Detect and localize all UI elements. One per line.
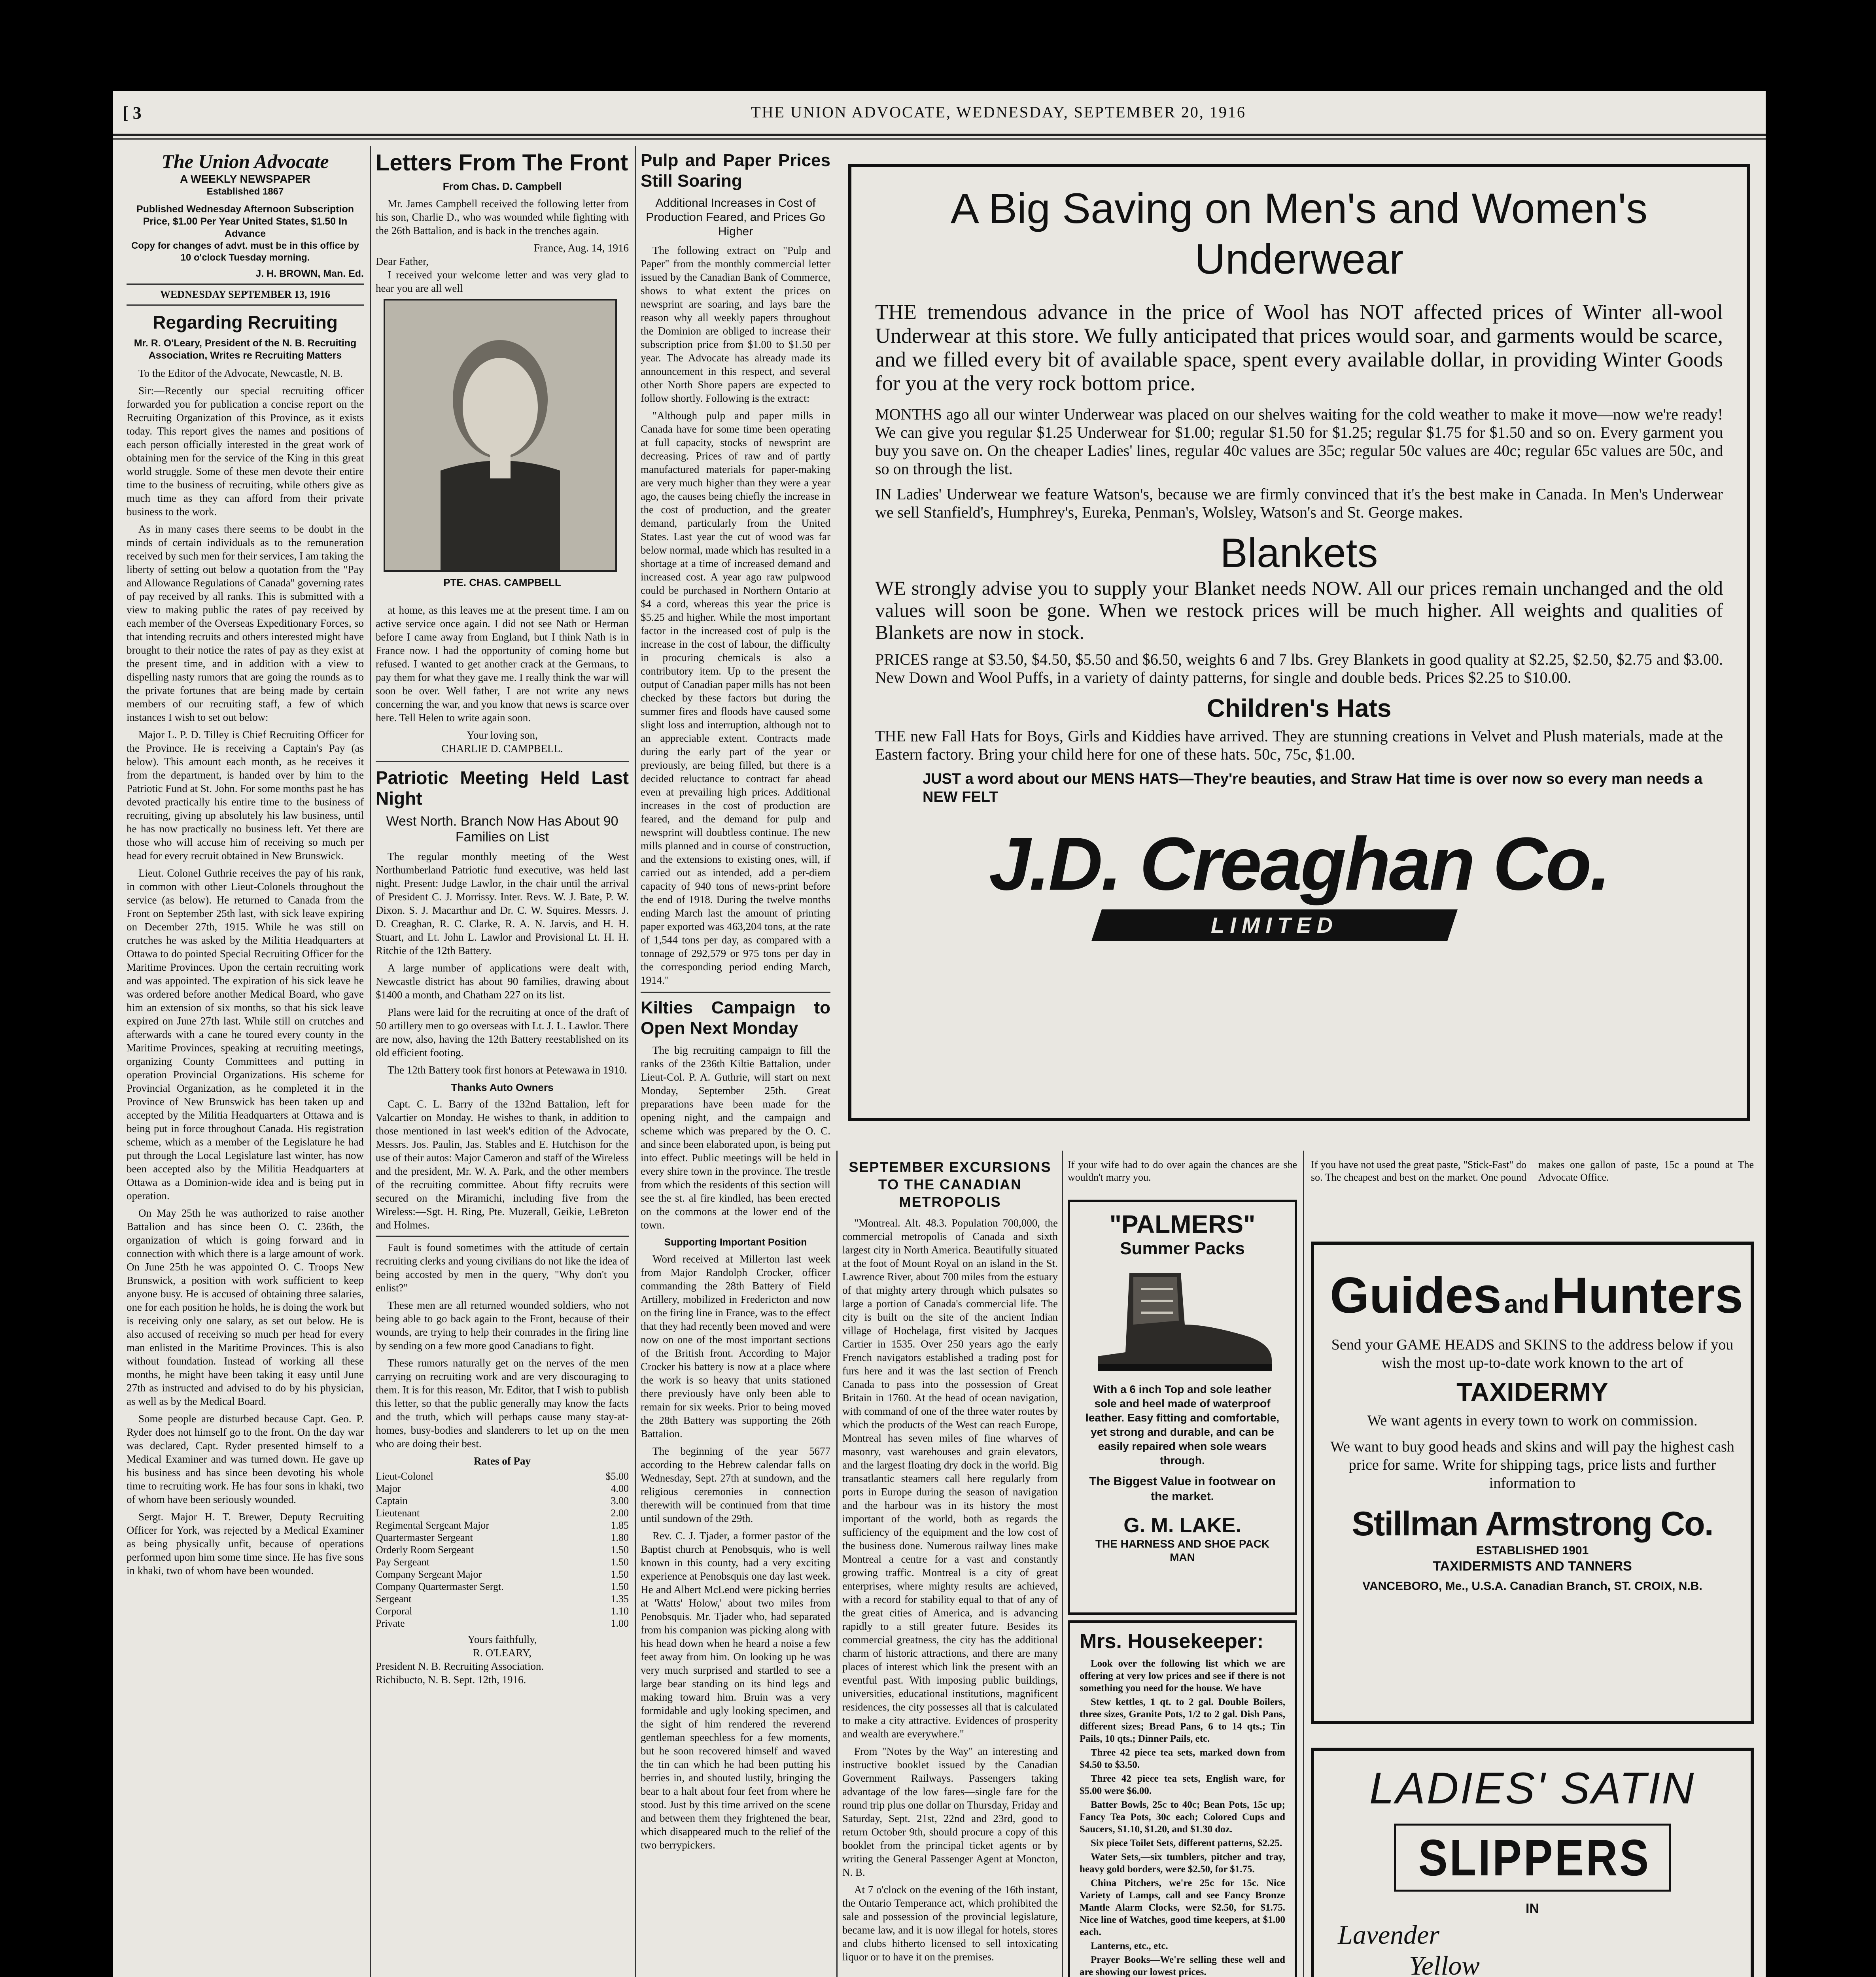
kilties-paragraph: The big recruiting campaign to fill the ranks of the 236th Kiltie Battalion, under Lieut-Col. P. A. Guthrie, will start on next Monday, September 25th. Great preparations have been made for the opening night, and the campaign and scheme which was prepared by the O. C. and since been elaborated upon, is being put into effect. Public meetings will be held in every shire town in the province. The trestle from which the residents of this section will see the st. al fire kindled, has been erected on the commons at the lower end of the town. — [641, 1044, 830, 1231]
column-3 — [641, 150, 830, 1977]
pay-table-title: Rates of Pay — [474, 1455, 531, 1467]
marry-filler: If your wife had to do over again the chances are she wouldn't marry you. — [1068, 1159, 1297, 1183]
running-title: THE UNION ADVOCATE, WEDNESDAY, SEPTEMBER 20, 1916 — [751, 103, 1246, 121]
letters-sub: From Chas. D. Campbell — [443, 180, 562, 192]
guides-agents: We want agents in every town to work on commission. — [1367, 1412, 1698, 1429]
recruiting-paragraph: Major L. P. D. Tilley is Chief Recruiting Officer for the Province. He is receiving a Captain's Pay (as below). This amount each month, as he receives it from the department, is handed over by him to the Patriotic Fund at St. John. For some months past he has devoted practically his entire time to the business of recruiting, giving up absolutely his law business, until he has now practically no business left. Yet there are those who will accuse him of receiving so much per head for every recruit obtained in New Brunswick. — [127, 729, 364, 862]
patriotic-headline: Patriotic Meeting Held Last Night — [376, 767, 629, 809]
creaghan-logo — [875, 817, 1723, 947]
pay-rate: 3.00 — [611, 1495, 629, 1506]
recruiting-paragraph: Sir:—Recently our special recruiting officer forwarded you for publication a concise report on the Recruiting Organization of this Province, as it exists today. This report gives the names and positions of each person officially interested in the great work of obtaining men for the service of the King in this great world struggle. Some of these men devote their entire time to the business of recruiting, while others give as much time as they can afford from their private business to the work. — [127, 385, 364, 518]
slippers-ad — [1311, 1748, 1754, 1977]
kilties-paragraph: The beginning of the year 5677 according to the Hebrew calendar falls on Wednesday, Sept. 27th at sundown, and the religious ceremonies in connection therewith will be continued from that time until sundown of the 29th. — [641, 1445, 830, 1524]
letter-signer-place: Richibucto, N. B. Sept. 12th, 1916. — [376, 1674, 526, 1686]
pay-row — [376, 1568, 629, 1580]
blankets-prices: PRICES range at $3.50, $4.50, $5.50 and $6.50, weights 6 and 7 lbs. Grey Blankets in good quality at $2.25, $2.50, $2.75 and $3.00. New Down and Wool Puffs, in a variety of dainty patterns, for single and double beds. Prices $2.25 to $10.00. — [875, 650, 1723, 686]
slippers-title-frame — [1394, 1824, 1671, 1892]
guides-title-b: Hunters — [1552, 1267, 1743, 1324]
slippers-title-2: SLIPPERS — [1418, 1829, 1651, 1886]
pay-row — [376, 1593, 629, 1605]
masthead-rule — [127, 284, 364, 285]
stickfast-filler: If you have not used the great paste, "Stick-Fast" do so. The cheapest and best on the market. One pound makes one gallon of paste, 15c a pound at The Advocate Office. — [1311, 1159, 1754, 1183]
guides-established: ESTABLISHED 1901 — [1476, 1544, 1589, 1557]
excursions-paragraph: "Montreal. Alt. 48.3. Population 700,000, the commercial metropolis of Canada and sixth largest city in North America. Beautifully situated at the foot of Mount Royal on an island in the St. Lawrence River, about 700 miles from the estuary of that mighty artery through which pulsates so large a portion of Canada's commercial life. The city is built on the site of the ancient Indian village of Hochelaga, first visited by Jacques Cartier in 1535. Over 250 years ago the early French navigators established a trading post for furs here and it was the last section of French Canada to pass into the possession of Great Britain in 1760. At the head of ocean navigation, with command of one of the three water routes by which the products of the West can reach Europe, Montreal has seven miles of fine wharves of masonry, vast warehouses and grain elevators, and the largest floating dry dock in the world. Big transatlantic steamers call here regularly from ports in Europe during the season of navigation and the harbour was in its history the most important of the world, both as regards the sufficiency of the equipment and the low cost of the business done. Numerous railway lines make Montreal a centre for a vast and constantly growing traffic. Montreal is a city of great enterprises, where mighty results are achieved, with a record for stability equal to that of any of the great cities of America, and is advancing rapidly to a still greater future. Besides its commercial greatness, the city has the additional charm of historic attractions, and there are many places of interest which link the present with an eventful past. With imposing public buildings, universities, educational institutions, magnificent residences, the city possesses all that is calculated to make a city attractive. Evidences of prosperity and wealth are everywhere." — [842, 1217, 1058, 1740]
palmers-desc: With a 6 inch Top and sole leather sole and heel made of waterproof leather. Easy fitting and comfortable, yet strong and durable, and can be easily repaired when sole wears through. — [1085, 1383, 1280, 1467]
pay-rate: 1.50 — [611, 1544, 629, 1556]
mens-hats-para: JUST a word about our MENS HATS—They're beauties, and Straw Hat time is over now so every man needs a NEW FELT — [923, 771, 1703, 805]
palmers-ad — [1068, 1200, 1297, 1615]
pay-rate: $5.00 — [605, 1470, 629, 1482]
pay-row — [376, 1544, 629, 1556]
recruiting-paragraph: On May 25th he was authorized to raise another Battalion and has since been O. C. 236th, the organization of which is going forward and in connection with which there is a large amount of work. On June 25th he was appointed O. C. Troops New Brunswick, a position with work sufficient to keep anyone busy. He is accused of obtaining three salaries, one for each position he holds, he is doing the work but is receiving only one salary, as set out below. He is also accused of receiving so much per head for every man enlisted in the Maritime Provinces. This is also without foundation. Instead of working all these months, he might have been taking it easy until June 27th as instructed and advised to do by his physician, as well as by the Medical Board. — [127, 1207, 364, 1407]
pay-rate: 1.80 — [611, 1532, 629, 1543]
column-divider — [1062, 1151, 1063, 1977]
pay-rank: Lieutenant — [376, 1507, 420, 1519]
portrait-caption: PTE. CHAS. CAMPBELL — [443, 576, 561, 588]
slipper-colors — [1330, 1919, 1735, 1977]
kilties-headline: Kilties Campaign to Open Next Monday — [641, 998, 830, 1038]
recruiting-paragraph: Sergt. Major H. T. Brewer, Deputy Recruiting Officer for York, was rejected by a Medical Examiner as being physically unfit, because of operations performed upon him some time since. He has five sons in khaki, two of whom have been wounded. — [127, 1511, 364, 1576]
pay-rank: Quartermaster Sergeant — [376, 1532, 473, 1543]
letters-closing: Your loving son, — [467, 729, 538, 741]
section-rule — [376, 1236, 629, 1237]
housekeeper-item: Water Sets,—six tumblers, pitcher and tray, heavy gold borders, were $2.50, for $1.75. — [1080, 1852, 1285, 1875]
patriotic-deck: West North. Branch Now Has About 90 Families on List — [386, 814, 618, 845]
pay-rank: Major — [376, 1483, 401, 1494]
guides-title — [1330, 1266, 1743, 1325]
pay-rank: Company Sergeant Major — [376, 1569, 482, 1580]
recruiting-cont-paragraph: These men are all returned wounded soldiers, who not being able to go back again to the Front, because of their wounds, are trying to help their comrades in the firing line by sending on a few more good Canadians to fight. — [376, 1299, 629, 1351]
creaghan-logo-sub: LIMITED — [1211, 913, 1338, 937]
portrait-photo — [384, 299, 617, 572]
guides-ad — [1311, 1242, 1754, 1724]
housekeeper-item: Batter Bowls, 25c to 40c; Bean Pots, 15c up; Fancy Tea Pots, 30c each; Colored Cups and Saucers, $1.10, $1.20, and $1.30 doz. — [1080, 1799, 1285, 1835]
section-rule — [376, 761, 629, 762]
patriotic-paragraph: A large number of applications were dealt with, Newcastle district has about 90 families, drawing about $1400 a month, and Chatham 227 on its list. — [376, 962, 629, 1001]
kilties-paragraph: Rev. C. J. Tjader, a former pastor of the Baptist church at Penobsquis, who is well known in this county, had a very exciting experience at Penobsquis one day last week. He and Albert McLeod were picking berries at 'Watts' Holow,' about two miles from Penobsquis. Mr. Tjader who, had separated from his companion was picking along with his head down when he heard a noise a few feet away from him. On looking up he was very much surprised and startled to see a large bear standing on its hind legs and making toward him. Bruin was a very formidable and ugly looking specimen, and the sight of him rendered the reverend gentleman speechless for a few moments, but he soon recovered himself and waved the tin can which he had been putting his berries in, and shouted lustily, bringing the bear to a halt about four feet from where he stood. Just by this time arrived on the scene and between them they frightened the bear, which disappeared much to the relief of the two berrypickers. — [641, 1530, 830, 1851]
pulp-paragraph: "Although pulp and paper mills in Canada have for some time been operating at full capacity, stocks of newsprint are decreasing. Prices of raw and of partly manufactured materials for paper-making are very much higher than they were a year ago, the causes being chiefly the increase in the cost of production, and the greater demand, particularly from the United States. Last year the cut of wood was far below normal, made which has resulted in a shortage at a time of increased demand and increased cost. A year ago raw pulpwood could be purchased in Northern Ontario at $4 a cord, whereas this year the price is $5.25 and higher. While the most important factor in the increased cost of pulp is the increase in the cost of labour, the difficulty in procuring chemicals is also a contributory item. Up to the present the output of Canadian paper mills has not been checked by these factors but during the summer fires and floods have caused some slight loss and interruption, although not to an appreciable extent. Contracts made during the early part of the year or previously, are being filled, but there is a decided reluctance to contract far ahead even at prevailing high prices. Additional increases in the cost of production are feared, and the demand for pulp and newsprint will doubtless continue. The new mills planned and in course of construction, and the extensions to existing ones, will, if carried out as intended, add a per-diem capacity of 940 tons of news-print before the end of 1918. During the twelve months ending March last the amount of printing paper exported was 463,204 tons, at the rate of 1,544 tons per day, as compared with a tonnage of 292,579 or 975 tons per day in the corresponding period ending March, 1914." — [641, 410, 830, 986]
pay-row — [376, 1519, 629, 1531]
header-rule — [113, 134, 1766, 136]
housekeeper-item: Prayer Books—We're selling these well and are showing our lowest prices. — [1080, 1954, 1285, 1977]
creaghan-logo-text: J.D. Creaghan Co. — [989, 822, 1609, 906]
pay-rank: Orderly Room Sergeant — [376, 1544, 474, 1556]
housekeeper-items — [1080, 1696, 1285, 1977]
pay-rank: Private — [376, 1618, 405, 1629]
housekeeper-item: Three 42 piece tea sets, English ware, for $5.00 were $6.00. — [1080, 1773, 1285, 1796]
creaghan-ad — [848, 164, 1750, 1121]
column-divider — [836, 1151, 838, 1977]
guides-para: Send your GAME HEADS and SKINS to the address below if you wish the most up-to-date work known to the art of — [1331, 1336, 1734, 1371]
pay-row — [376, 1531, 629, 1544]
pay-rate: 1.50 — [611, 1556, 629, 1568]
boot-icon — [1082, 1265, 1280, 1376]
pulp-deck: Additional Increases in Cost of Production Feared, and Prices Go Higher — [646, 197, 825, 238]
blankets-para: WE strongly advise you to supply your Blanket needs NOW. All our prices remain unchanged and the old values will soon be gone. When we restock prices will be much higher. All weights and qualities of Blankets are now in stock. — [875, 577, 1723, 643]
pay-rate: 1.10 — [611, 1605, 629, 1617]
palmers-seller-sub: THE HARNESS AND SHOE PACK MAN — [1095, 1538, 1270, 1563]
hats-para: THE new Fall Hats for Boys, Girls and Kiddies have arrived. They are stunning creations in Velvet and Plush materials, made at the Eastern factory. Bring your child here for one of these hats. 50c, 75c, $1.00. — [875, 727, 1723, 763]
column-4 — [842, 1159, 1058, 1977]
pay-row — [376, 1495, 629, 1507]
pay-rate: 4.00 — [611, 1483, 629, 1494]
guides-firm-sub: TAXIDERMISTS AND TANNERS — [1433, 1559, 1632, 1574]
letters-signature: CHARLIE D. CAMPBELL. — [441, 743, 563, 754]
palmers-sub: Summer Packs — [1120, 1239, 1245, 1258]
guides-firm: Stillman Armstrong Co. — [1352, 1505, 1713, 1543]
recruiting-headline: Regarding Recruiting — [153, 312, 338, 333]
underwear-intro: THE tremendous advance in the price of Wool has NOT affected prices of Winter all-wool Underwear at this store. We fully anticipated that prices would soar, and garments would be scarce, and we filled every bit of available space, spent every available dollar, in providing Winter Goods for you at the very rock bottom price. — [875, 300, 1723, 395]
housekeeper-item: China Pitchers, we're 25c for 15c. Nice Variety of Lamps, call and see Fancy Bronze Mantle Alarm Clocks, were $2.50, for $1.75. Nice line of Watches, good time keepers, at $1.00 each. — [1080, 1878, 1285, 1937]
column-5 — [1068, 1159, 1297, 1977]
underwear-ladies: IN Ladies' Underwear we feature Watson's, because we are firmly convinced that it's the best make in Canada. In Men's Underwear we sell Stanfield's, Humphrey's, Eureka, Penman's, Wolsley, Watson's and St. George makes. — [875, 485, 1723, 521]
pay-rank: Captain — [376, 1495, 408, 1506]
palmers-title: "PALMERS" — [1109, 1210, 1256, 1238]
recruiting-paragraph: Some people are disturbed because Capt. Geo. P. Ryder does not himself go to the front. On the day war was declared, Capt. Ryder presented himself to a Medical Examiner and was turned down. He gave up his business and has since been devoting his whole time to recruiting work. He has four sons in khaki, two of whom have been seriously wounded. — [127, 1413, 364, 1505]
masthead-dateline: WEDNESDAY SEPTEMBER 13, 1916 — [160, 289, 331, 300]
palmers-seller: G. M. LAKE. — [1123, 1514, 1241, 1537]
masthead-pub-info: Published Wednesday Afternoon Subscription Price, $1.00 Per Year United States, $1.50 In Advance — [136, 204, 354, 239]
header-rule-thin — [113, 138, 1766, 140]
pay-rate: 1.00 — [611, 1618, 629, 1629]
letters-salutation: Dear Father, — [376, 255, 429, 267]
pay-rank: Lieut-Colonel — [376, 1470, 433, 1482]
letter-signer-title: President N. B. Recruiting Association. — [376, 1660, 544, 1672]
housekeeper-intro: Look over the following list which we are offering at very low prices and see if there is not something you need for the house. We have — [1080, 1658, 1285, 1693]
column-2 — [376, 150, 629, 1977]
pay-row — [376, 1617, 629, 1629]
masthead-manager: J. H. BROWN, Man. Ed. — [255, 268, 364, 279]
kilties-sub: Supporting Important Position — [664, 1237, 807, 1248]
letters-dateline: France, Aug. 14, 1916 — [534, 242, 629, 254]
patriotic-paragraph: Plans were laid for the recruiting at once of the draft of 50 artillery men to go overseas with Lt. J. L. Lawlor. There are now, also, having the 12th Battery reestablished on its old efficient footing. — [376, 1006, 629, 1058]
pay-row — [376, 1605, 629, 1617]
recruiting-paragraph: As in many cases there seems to be doubt in the minds of certain individuals as to the remuneration received by such men for their services, I am taking the liberty of setting out below a quotation from the "Pay and Allowance Regulations of Canada" governing rates of pay received by all ranks. This is submitted with a view to making public the rates of pay received by each member of the Overseas Expeditionary Forces, so that intending recruits and others interested might have brought to their notice the rates of pay as they exist at the present time, and in addition with a view to dispelling nasty rumors that are going the rounds as to the private fortunes that are being made by certain members of our recruiting staff, a few of which instances I wish to set out below: — [127, 523, 364, 723]
guides-taxidermy: TAXIDERMY — [1456, 1377, 1608, 1406]
pulp-paragraph: The following extract on "Pulp and Paper" from the monthly commercial letter issued by the Canadian Bank of Commerce, shows to what extent the prices on newsprint are soaring, and lays bare the reason why all weekly papers throughout the Dominion are obliged to increase their subscription price from $1.00 to $1.50 per year. The Advocate has already made its announcement in this respect, and several other North Shore papers are expected to follow shortly. Following is the extract: — [641, 244, 830, 404]
soldier-portrait-image — [385, 301, 615, 570]
pay-rank: Company Quartermaster Sergt. — [376, 1581, 504, 1592]
thanks-paragraph: Capt. C. L. Barry of the 132nd Battalion, left for Valcartier on Monday. He wishes to thank, in addition to those mentioned in last week's edition of the Advocate, Messrs. Jos. Paulin, Jas. Stables and E. Hutchison for the use of their autos: Major Cameron and staff of the Wireless and the president, Mr. W. A. Park, and the other members of the recruiting committee. About fifty recruits were secured on the Miramichi, including five from the Wireless:—Sgt. H. Ring, Pte. Muzerall, Geikie, LeBreton and Holmes. — [376, 1098, 629, 1231]
page-header — [113, 91, 1766, 158]
recruiting-cont-paragraph: Fault is found sometimes with the attitude of certain recruiting clerks and young civilians do not like the idea of being accosted by men in the query, "Why don't you enlist?" — [376, 1242, 629, 1294]
patriotic-paragraph: The regular monthly meeting of the West Northumberland Patriotic fund executive, was held last night. Present: Judge Lawlor, in the chair until the arrival of President C. J. Morrissy. Inter. Revs. W. J. Bate, P. W. Dixon. S. J. Macarthur and Dr. C. W. Squires. Messrs. J. D. Creaghan, R. C. Clarke, R. A. N. Jarvis, and H. H. Stuart, and Lt. John L. Lawlor and Provisional Lt. H. H. Ritchie of the 12th Battery. — [376, 851, 629, 956]
letter-sign-off: Yours faithfully, — [467, 1633, 537, 1645]
hats-title: Children's Hats — [1207, 694, 1392, 722]
masthead-copy-note: Copy for changes of advt. must be in this office by 10 o'clock Tuesday morning. — [131, 240, 359, 263]
column-divider — [635, 146, 636, 1977]
guides-address: VANCEBORO, Me., U.S.A. Canadian Branch, ST. CROIX, N.B. — [1362, 1580, 1702, 1593]
pay-rate: 1.85 — [611, 1520, 629, 1531]
letters-paragraph: at home, as this leaves me at the present time. I am on active service once again. I did not see Nath or Herman before I came away from England, but I think Nath is in France now. I had the opportunity of coming home but refused. I wanted to get another crack at the Germans, to pay them for what they gave me. I really think the war will soon be over. Well father, I are not write any news concerning the war, and you know that news is scarce over here. Tell Helen to write again soon. — [376, 604, 629, 724]
housekeeper-item: Lanterns, etc., etc. — [1091, 1941, 1168, 1951]
pay-table — [376, 1470, 629, 1629]
masthead-rule — [127, 304, 364, 306]
palmers-value: The Biggest Value in footwear on the market. — [1089, 1475, 1276, 1503]
guides-title-and: and — [1504, 1290, 1549, 1318]
slippers-title-1: LADIES' SATIN — [1369, 1763, 1696, 1813]
recruiting-paragraph: Lieut. Colonel Guthrie receives the pay of his rank, in common with other Lieut-Colonels throughout the service (as below). He returned to Canada from the Front on September 25th last, with sick leave expiring on December 27th, 1915. While he was still on crutches he was asked by the Militia Headquarters at Ottawa to do pointed Special Recruiting Officer for the Maritime Provinces. Upon the certain recruiting work and was appointed. The expiration of his sick leave he was ordered before another Medical Board, who gave him an extension of six months, so that his sick leave expired on June 27th last. While still on crutches and afterwards with a cane he toured every county in the Maritime Provinces, speaking at recruiting meetings, organizing County Committees and putting in operation Provincial Organizations. His scheme for Provincial Organization, as he completed it in the Province of New Brunswick has been taken up and accepted by the Militia Headquarters at Ottawa and is being put in force throughout Canada. His registration scheme, which as a member of the Legislature he had put through the Local Legislature last winter, has now been accepted also by the Militia Headquarters at Ottawa as a Dominion-wide idea and is being put in operation. — [127, 867, 364, 1202]
pay-rank: Pay Sergeant — [376, 1556, 429, 1568]
housekeeper-title: Mrs. Housekeeper: — [1080, 1630, 1264, 1653]
masthead-established: Established 1867 — [206, 186, 284, 197]
housekeeper-item: Six piece Toilet Sets, different patterns, $2.25. — [1091, 1838, 1282, 1848]
blankets-title: Blankets — [1220, 530, 1378, 576]
pay-rank: Sergeant — [376, 1593, 412, 1605]
pulp-headline: Pulp and Paper Prices Still Soaring — [641, 151, 830, 191]
letters-paragraph: I received your welcome letter and was very glad to hear you are all well — [376, 269, 629, 294]
column-divider — [1303, 1151, 1304, 1977]
letter-signer: R. O'LEARY, — [473, 1647, 531, 1659]
slippers-in: IN — [1526, 1901, 1539, 1916]
newspaper-page — [113, 91, 1766, 1977]
patriotic-paragraph: The 12th Battery took first honors at Petewawa in 1910. — [388, 1064, 627, 1076]
slipper-color-label: Lavender — [1338, 1920, 1439, 1950]
letters-paragraph: Mr. James Campbell received the following letter from his son, Charlie D., who was wounded while fighting with the 26th Battalion, and is back in the trenches again. — [376, 198, 629, 236]
excursions-paragraph: At 7 o'clock on the evening of the 16th instant, the Ontario Temperance act, which prohibited the sale and possession of the provincial legislature, became law, and it is now illegal for hotels, stores and clubs hitherto licensed to sell intoxicating liquor or to have it on the premises. — [842, 1884, 1058, 1963]
housekeeper-ad — [1068, 1620, 1297, 1977]
excursions-paragraph: From "Notes by the Way" an interesting and instructive booklet issued by the Canadian Government Railways. Passengers taking advantage of the low fares—single fare for the round trip plus one dollar on Thursday, Friday and Saturday, Sept. 21st, 22nd and 23rd, good to return October 9th, should procure a copy of this booklet from the principal ticket agents or by writing the General Passenger Agent at Moncton, N. B. — [842, 1745, 1058, 1878]
underwear-headline: A Big Saving on Men's and Women's Underwear — [950, 184, 1648, 283]
pay-rate: 1.50 — [611, 1569, 629, 1580]
underwear-months: MONTHS ago all our winter Underwear was placed on our shelves waiting for the cold weather to make it move—now we're ready! We can give you regular $1.25 Underwear for $1.00; regular $1.50 for $1.25; regular $1.75 for $1.50 and so on. Every garment you buy you save on. On the cheaper Ladies' lines, regular 40c values are 35c; regular 50c values are 40c; regular 65c values are 50c, and so on through the list. — [875, 405, 1723, 478]
pay-rank: Regimental Sergeant Major — [376, 1520, 489, 1531]
pay-row — [376, 1507, 629, 1519]
column-divider — [370, 146, 371, 1977]
slipper-color-label: Yellow — [1409, 1951, 1480, 1977]
portrait-block — [376, 299, 629, 599]
masthead-title: The Union Advocate — [161, 150, 329, 172]
guides-title-a: Guides — [1330, 1267, 1502, 1324]
excursions-headline: SEPTEMBER EXCURSIONS TO THE CANADIAN METROPOLIS — [849, 1159, 1051, 1210]
masthead-subtitle: A WEEKLY NEWSPAPER — [180, 173, 310, 185]
pay-row — [376, 1482, 629, 1495]
recruiting-cont-paragraph: These rumors naturally get on the nerves of the men carrying on recruiting work and are very discouraging to them. It is for this reason, Mr. Editor, that I wish to publish this letter, so that the public generally may know the facts and the truth, which will perhaps cause many stay-at-homes, busy-bodies and slanderers to let up on the men who are doing their best. — [376, 1357, 629, 1450]
pay-rate: 1.35 — [611, 1593, 629, 1605]
pay-rate: 2.00 — [611, 1507, 629, 1519]
page-number: [ 3 — [123, 103, 142, 123]
letters-headline: Letters From The Front — [376, 150, 628, 176]
housekeeper-item: Three 42 piece tea sets, marked down from $4.50 to $3.50. — [1080, 1747, 1285, 1770]
kilties-paragraph: Word received at Millerton last week from Major Randolph Crocker, officer commanding the 28th Battery of Field Artillery, mobilized in Fredericton and now on the firing line in France, was to the effect that they had recently been moved and were now on one of the most important sections of the British front. According to Major Crocker his battery is now at a place where the work is so heavy that units stationed there previously have only been able to remain for six weeks. Prior to being moved the 28th Battery was supporting the 26th Battalion. — [641, 1253, 830, 1440]
column-1 — [127, 150, 364, 1977]
guides-buy: We want to buy good heads and skins and will pay the highest cash price for same. Write for shipping tags, price lists and further information to — [1330, 1438, 1734, 1491]
pay-rate: 1.50 — [611, 1581, 629, 1592]
pay-row — [376, 1470, 629, 1482]
pay-row — [376, 1580, 629, 1593]
recruiting-paragraph: To the Editor of the Advocate, Newcastle, N. B. — [138, 367, 343, 379]
pay-row — [376, 1556, 629, 1568]
boot-illustration — [1082, 1265, 1283, 1376]
section-rule — [641, 992, 830, 993]
housekeeper-item: Stew kettles, 1 qt. to 2 gal. Double Boilers, three sizes, Granite Pots, 1/2 to 2 gal. Dish Pans, different sizes; Bread Pans, 6 to 14 qts.; Tin Pails, 10 qts.; Dinner Pails, etc. — [1080, 1697, 1285, 1744]
pay-rank: Corporal — [376, 1605, 412, 1617]
thanks-title: Thanks Auto Owners — [451, 1081, 554, 1093]
column-6 — [1311, 1159, 1754, 1977]
recruiting-deck: Mr. R. O'Leary, President of the N. B. Recruiting Association, Writes re Recruiting Matters — [134, 338, 357, 361]
